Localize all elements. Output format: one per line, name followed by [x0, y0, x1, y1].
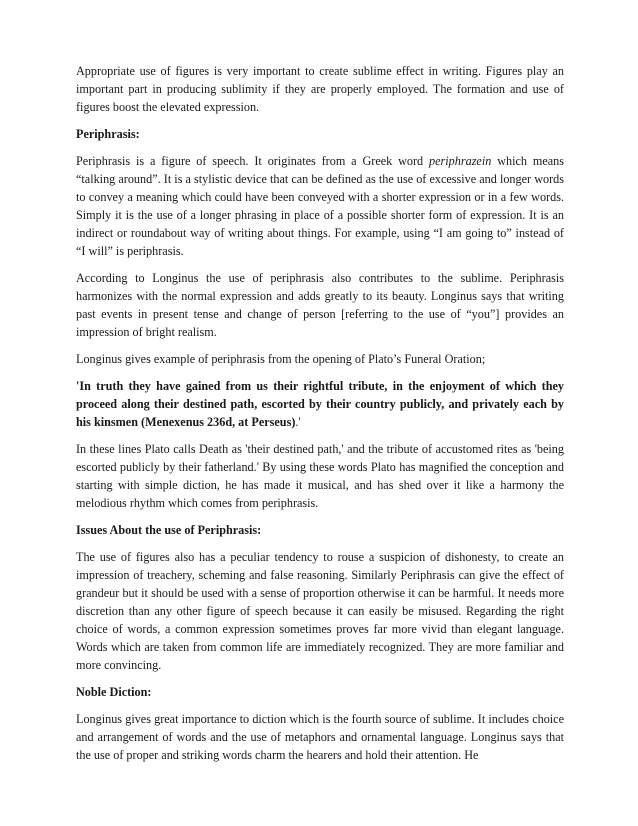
plato-quote [76, 377, 564, 431]
plato-example-intro: Longinus gives example of periphrasis from the opening of Plato’s Funeral Oration; [76, 352, 486, 366]
intro-paragraph: Appropriate use of figures is very important to create sublime effect in writing. Figures play an important part in producing sublimity if they are properly employed. The formation and use of figures boost the elevated expression. [76, 64, 564, 114]
periphrasis-heading: Periphrasis: [76, 127, 140, 141]
plato-analysis-paragraph: In these lines Plato calls Death as 'their destined path,' and the tribute of accustomed rites as 'being escorted publicly by their fatherland.' By using these words Plato has magnified the conception and starting with simple diction, he has made it musical, and has shed over it like a harmony the melodious rhythm which comes from periphrasis. [76, 442, 564, 510]
noble-diction-paragraph: Longinus gives great importance to diction which is the fourth source of sublime. It includes choice and arrangement of words and the use of metaphors and ornamental language. Longinus says that the use of proper and striking words charm the hearers and hold their attention. He [76, 712, 564, 762]
document-page [76, 62, 564, 773]
definition-text-end: which means “talking around”. It is a stylistic device that can be defined as the use of excessive and longer words to convey a meaning which could have been conveyed with a shorter expression or in a few words. Simply it is the use of a longer phrasing in place of a possible shorter form of expression. It is an indirect or roundabout way of writing about things. For example, using “I am going to” instead of “I will” is periphrasis. [76, 154, 564, 258]
issues-paragraph: The use of figures also has a peculiar tendency to rouse a suspicion of dishonesty, to create an impression of treachery, scheming and false reasoning. Similarly Periphrasis can give the effect of grandeur but it should be used with a sense of proportion otherwise it can be harmful. It needs more discretion than any other figure of speech because it can easily be misused. Regarding the right choice of words, a common expression sometimes proves far more vivid than elegant language. Words which are taken from common life are immediately recognized. They are more familiar and more convincing. [76, 550, 564, 672]
quote-close: .' [295, 415, 301, 429]
noble-diction-heading: Noble Diction: [76, 685, 152, 699]
longinus-periphrasis-paragraph: According to Longinus the use of periphrasis also contributes to the sublime. Periphrasis harmonizes with the normal expression and adds greatly to its beauty. Longinus says that writing past events in present tense and change of person [referring to the use of “you”] provides an impression of bright realism. [76, 271, 564, 339]
definition-text-start: Periphrasis is a figure of speech. It originates from a Greek word [76, 154, 430, 168]
periphrasis-definition-paragraph [76, 152, 564, 260]
greek-term: periphrazein [429, 154, 492, 168]
quote-text: 'In truth they have gained from us their rightful tribute, in the enjoyment of which they proceed along their destined path, escorted by their country publicly, and privately each by his kinsmen (Menexenus 236d, at Perseus) [76, 379, 564, 429]
issues-heading: Issues About the use of Periphrasis: [76, 523, 262, 537]
